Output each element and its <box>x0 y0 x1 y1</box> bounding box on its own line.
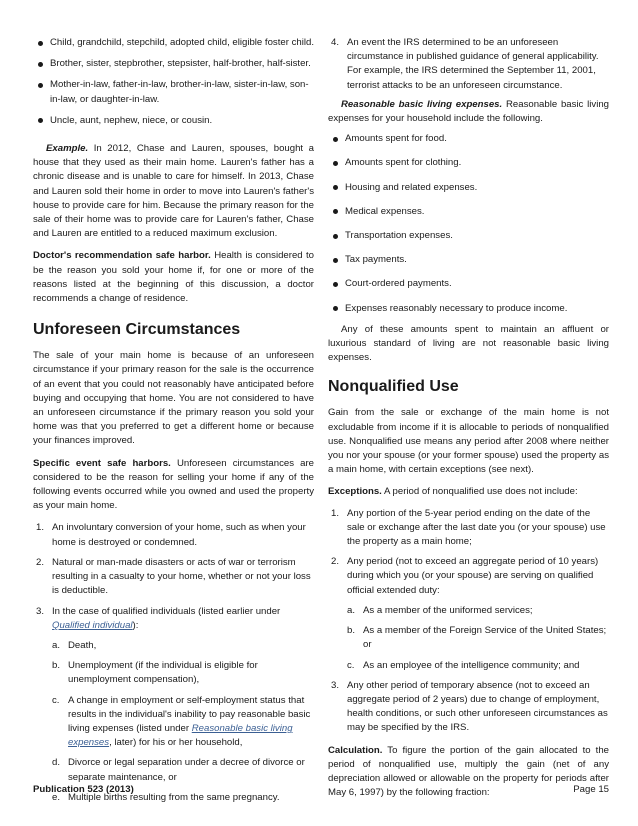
specific-text: Unforeseen circumstances are considered to be the reason for selling your home if any of the following events occurred while you owned and used the property as your main home. <box>33 457 315 512</box>
basic-expenses-heading: Reasonable basic living expenses. <box>341 98 503 110</box>
list-item: Transportation expenses. <box>328 229 609 243</box>
list-item: Child, grandchild, stepchild, adopted child, eligible foster child. <box>33 36 314 50</box>
list-item: Tax payments. <box>328 253 609 267</box>
list-item: 2. Natural or man-made disasters or acts of war or terrorism resulting in a casualty to your home, whether or not your loss is deductible. <box>36 556 311 597</box>
basic-expenses-paragraph <box>328 98 609 126</box>
list-item: d. Divorce or legal separation under a decree of divorce or separate maintenance, or <box>52 757 305 783</box>
list-item: b. As a member of the Foreign Service of the United States; or <box>347 625 607 651</box>
list-item: e. Multiple births resulting from the same pregnancy. <box>52 791 280 803</box>
list-item: a. As a member of the uniformed services; <box>347 604 533 616</box>
publication-label: Publication 523 (2013) <box>33 784 134 795</box>
list-item: 4. An event the IRS determined to be an unforeseen circumstance in published guidance of general applicability. For example, the IRS determined the September 11, 2001, terrorist attacks to be an unforeseen circumstance. <box>331 37 599 91</box>
doctor-heading: Doctor's recommendation safe harbor. <box>33 250 211 262</box>
exceptions-heading: Exceptions. <box>328 486 382 498</box>
reasonable-basic-living-expenses-link[interactable]: Reasonable basic living expenses <box>68 722 293 749</box>
expenses-list <box>328 132 609 316</box>
example-paragraph <box>33 142 314 241</box>
list-item: Brother, sister, stepbrother, stepsister, half-brother, half-sister. <box>33 57 314 71</box>
exceptions-text: A period of nonqualified use does not include: <box>384 486 578 498</box>
specific-paragraph <box>33 457 314 514</box>
list-item: b. Unemployment (if the individual is eligible for unemployment compensation), <box>52 660 258 686</box>
subevents-list <box>36 639 314 805</box>
page-number: Page 15 <box>573 784 609 795</box>
duty-list <box>331 604 609 673</box>
list-item: 3. In the case of qualified individuals (listed earlier under Qualified individual): <box>36 605 281 631</box>
unforeseen-section-title: Unforeseen Circumstances <box>33 321 241 339</box>
list-item: c. A change in employment or self-employment status that results in the individual's inability to pay reasonable basic living expenses (listed under Reasonable basic living expenses, later) for his or her household, <box>52 694 311 749</box>
basic-expenses-text: Reasonable basic living expenses for your household include the following. <box>328 98 609 125</box>
specific-heading: Specific event safe harbors. <box>33 457 171 469</box>
qualified-individual-link[interactable]: Qualified individual <box>52 619 133 631</box>
right-column <box>328 36 609 800</box>
relatives-list <box>33 36 314 128</box>
list-item: Housing and related expenses. <box>328 181 609 195</box>
example-heading: Example. <box>46 143 89 155</box>
list-item: a. Death, <box>52 639 97 651</box>
affluent-paragraph: Any of these amounts spent to maintain an affluent or luxurious standard of living are not reasonable basic living expenses. <box>328 323 609 364</box>
calculation-heading: Calculation. <box>328 744 383 756</box>
nonqualified-section-title: Nonqualified Use <box>328 378 459 396</box>
nonqualified-paragraph: Gain from the sale or exchange of the main home is not excludable from income if it is allocable to periods of nonqualified use. Nonqualified use means any period after 2008 where neither you nor your spouse (or your former spouse) used the property as a main home, with certain exceptions (see next). <box>328 407 609 476</box>
calculation-paragraph <box>328 744 609 801</box>
list-item: Mother-in-law, father-in-law, brother-in-law, sister-in-law, son-in-law, or daughter-in-law. <box>33 78 314 106</box>
list-item: Court-ordered payments. <box>328 277 609 291</box>
list-item: c. As an employee of the intelligence community; and <box>347 659 580 671</box>
doctor-paragraph <box>33 249 314 306</box>
list-item: Uncle, aunt, nephew, niece, or cousin. <box>33 114 314 128</box>
list-item: Amounts spent for food. <box>328 132 609 146</box>
list-item: 3. Any other period of temporary absence (not to exceed an aggregate period of 2 years) due to change of employment, health conditions, or such other unforeseen circumstances as may be specified by the IRS. <box>331 679 608 734</box>
list-item: 2. Any period (not to exceed an aggregate period of 10 years) during which you (or your spouse) are serving on qualified official extended duty: <box>331 556 599 596</box>
exceptions-list <box>328 507 609 736</box>
example-text: In 2012, Chase and Lauren, spouses, bought a house that they used as their main home. Lauren's father has a chronic disease and is unable to care for himself. In 2013, Chase and Lauren sold their home in order to move into Lauren's father's house to provide care for him. Because the primary reason for the sale of their home was to provide care for Lauren's father, Chase and Lauren are entitled to a reduced maximum exclusion. <box>33 143 314 240</box>
list-item: Expenses reasonably necessary to produce income. <box>328 302 609 316</box>
event4-item <box>328 36 609 93</box>
doctor-text: Health is considered to be the reason you sold your home if, for one or more of the reasons listed at the beginning of this discussion, a doctor recommends a change of residence. <box>33 250 315 305</box>
exceptions-paragraph <box>328 485 609 499</box>
list-item: 1. Any portion of the 5-year period ending on the date of the sale or exchange after the last date you (or your spouse) use the property as a main home; <box>331 507 606 548</box>
list-item: Medical expenses. <box>328 205 609 219</box>
unforeseen-paragraph: The sale of your main home is because of an unforeseen circumstance if your primary reason for the sale is the occurrence of an event that you could not reasonably have anticipated before buying and occupying that home. You are not considered to have an unforeseen circumstance if the primary reason you sold your home was that you preferred to get a different home or because your finances improved. <box>33 350 314 447</box>
list-item: 1. An involuntary conversion of your home, such as when your home is destroyed or condemned. <box>36 522 306 548</box>
list-item: Amounts spent for clothing. <box>328 156 609 170</box>
events-list <box>33 521 314 804</box>
calculation-text: To figure the portion of the gain allocated to the period of nonqualified use, multiply the gain (net of any depreciation allowed or allowable on the property for periods after May 6, 1997) by the following fraction: <box>328 744 609 799</box>
left-column <box>33 36 314 805</box>
